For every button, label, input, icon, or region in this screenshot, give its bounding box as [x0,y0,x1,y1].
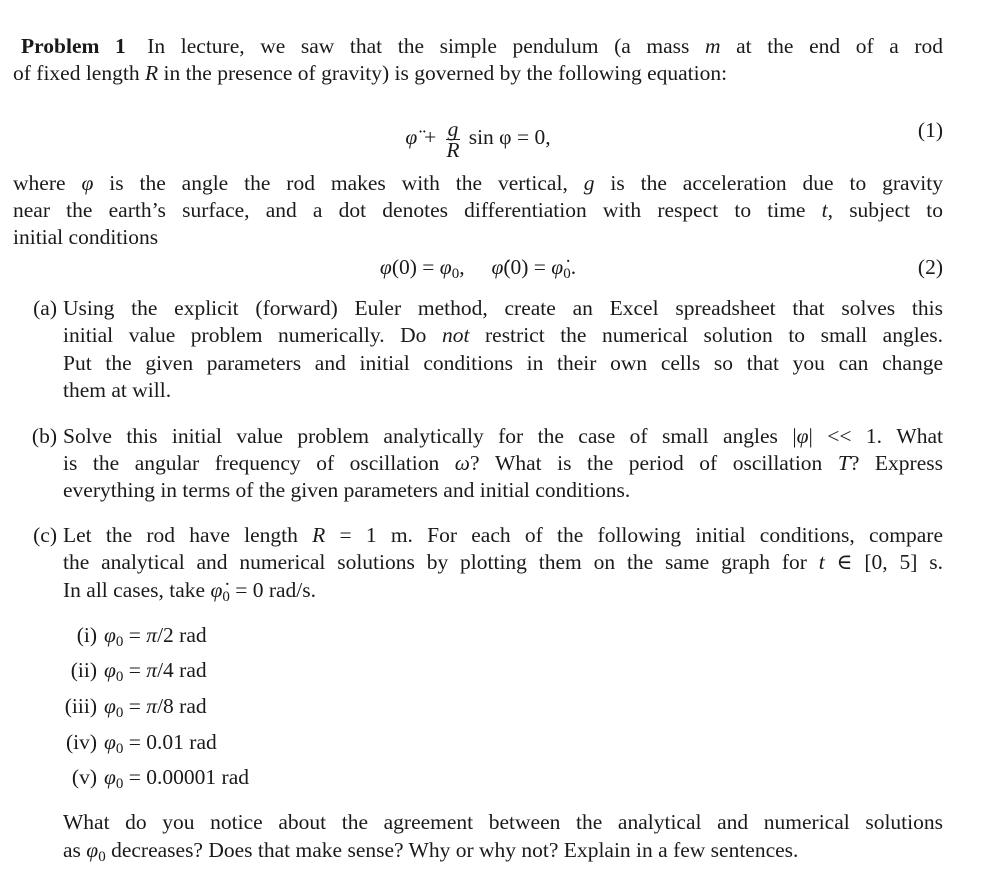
part-a-line [63,322,943,349]
text-run: ? Express [849,451,943,475]
math-symbol: R [144,61,159,85]
closing-line-1 [63,809,943,836]
part-c-label: (c) [33,523,57,547]
condition-label: (iii) [64,694,97,718]
part-b-line [63,450,943,477]
text-run: . [570,255,577,279]
math-symbol: g [583,171,595,195]
condition-item [104,657,504,684]
text-run: (0) = [503,255,552,279]
part-a-line [63,377,943,404]
text-run: is the angular frequency of oscillation [63,451,455,475]
math-symbol: T [837,451,850,475]
text-run: In lecture, we saw that the simple pendulum (a mass [147,34,705,58]
where-line-2 [13,197,943,224]
text-run: /2 rad [157,623,207,647]
eq1-denominator: R [446,137,460,157]
text-run: ? What is the period of oscillation [469,451,838,475]
text-run: Let the rod have length [63,523,313,547]
text-run: = [123,694,147,718]
where-line-1 [13,170,943,197]
math-symbol: π [146,694,158,718]
math-symbol: φ [81,171,94,195]
subscript: 0 [115,634,124,649]
problem-label: Problem 1 [21,34,126,58]
math-symbol: t [818,550,825,574]
equation-1-number: (1) [917,118,943,142]
math-symbol: φ [439,255,452,279]
equation-2-number: (2) [917,255,943,279]
part-a-label: (a) [33,296,57,320]
math-symbol: φ̇ [491,255,504,279]
text-run: /4 rad [157,658,207,682]
equation-2 [13,254,943,281]
text-run: of fixed length [13,61,145,85]
subscript: 0 [115,776,124,791]
text-run: everything in terms of the given parameters and initial conditions. [63,478,631,502]
math-symbol: m [704,34,721,58]
condition-item [104,693,504,720]
text-run: at the end of a rod [720,34,943,58]
text-run: What do you notice about the agreement between the analytical and numerical solutions [63,810,943,834]
text-run: | << 1. What [808,424,943,448]
part-a-line [63,295,943,322]
intro-line-1 [21,33,943,60]
intro-line-2 [13,60,943,87]
eq1-lhs: φ̈ + [405,125,443,149]
text-run: as [63,838,87,862]
eq1-rhs: sin φ = 0, [463,125,551,149]
text-run: = 0.01 rad [123,730,217,754]
text-run: near the earth’s surface, and a dot denotes differentiation with respect to time [13,198,822,222]
text-run: them at will. [63,378,172,402]
math-symbol: φ̇ [210,578,223,602]
math-symbol: φ [104,730,116,754]
text-run: decreases? Does that make sense? Why or why not? Explain in a few sentences. [105,838,799,862]
equation-1 [13,117,943,157]
emphasis: not [441,323,470,347]
math-symbol: ω [454,451,470,475]
part-c-line [63,549,943,576]
text-run: = 1 m. For each of the following initial conditions, compare [325,523,943,547]
text-run: Solve this initial value problem analytically for the case of small angles | [63,424,797,448]
text-run: ∈ [0, 5] s. [824,550,943,574]
part-b-line [63,423,943,450]
math-symbol: φ [86,838,99,862]
text-run: the analytical and numerical solutions by plotting them on the same graph for [63,550,819,574]
text-run: initial conditions [13,225,159,249]
text-run: (0) = [391,255,440,279]
text-run: in the presence of gravity) is governed by the following equation: [158,61,728,85]
text-run: = 0.00001 rad [123,765,249,789]
text-run: = 0 rad/s. [229,578,317,602]
math-symbol: φ [796,424,809,448]
condition-label: (i) [76,623,97,647]
subscript: 0 [222,589,230,604]
text-run: Put the given parameters and initial conditions in their own cells so that you can change [63,351,943,375]
part-c-line [63,577,943,604]
condition-label: (iv) [65,730,97,754]
text-run: restrict the numerical solution to small angles. [469,323,943,347]
part-b-line [63,477,943,504]
text-run: , subject to [827,198,943,222]
math-symbol: φ [379,255,392,279]
text-run: initial value problem numerically. Do [63,323,442,347]
text-run: = [123,623,147,647]
text-run: is the angle the rod makes with the vertical, [93,171,584,195]
subscript: 0 [115,669,124,684]
math-symbol: π [146,658,158,682]
eq1-numerator: g [447,117,459,141]
part-c-line [63,522,943,549]
math-symbol: R [312,523,326,547]
text-run: = [123,658,147,682]
where-line-3 [13,224,943,251]
closing-line-2 [63,837,943,864]
math-symbol: π [146,623,158,647]
condition-label: (ii) [70,658,97,682]
math-symbol: t [821,198,828,222]
text-run: /8 rad [157,694,207,718]
text-run: Using the explicit (forward) Euler method, create an Excel spreadsheet that solves this [63,296,943,320]
part-a-line [63,350,943,377]
condition-item [104,729,504,756]
subscript: 0 [98,849,106,864]
math-symbol: φ [104,658,116,682]
part-b-label: (b) [31,424,57,448]
text-run: , [459,255,492,279]
condition-label: (v) [71,765,97,789]
text-run: is the acceleration due to gravity [594,171,943,195]
text-run: where [13,171,82,195]
eq1-fraction [446,119,461,157]
math-symbol: φ [104,694,116,718]
condition-item [104,764,504,791]
math-symbol: φ̇ [551,255,564,279]
subscript: 0 [115,705,124,720]
math-symbol: φ [104,623,116,647]
subscript: 0 [563,266,571,281]
subscript: 0 [451,266,460,281]
text-run: In all cases, take [63,578,211,602]
math-symbol: φ [104,765,116,789]
condition-item [104,622,504,649]
subscript: 0 [115,741,124,756]
